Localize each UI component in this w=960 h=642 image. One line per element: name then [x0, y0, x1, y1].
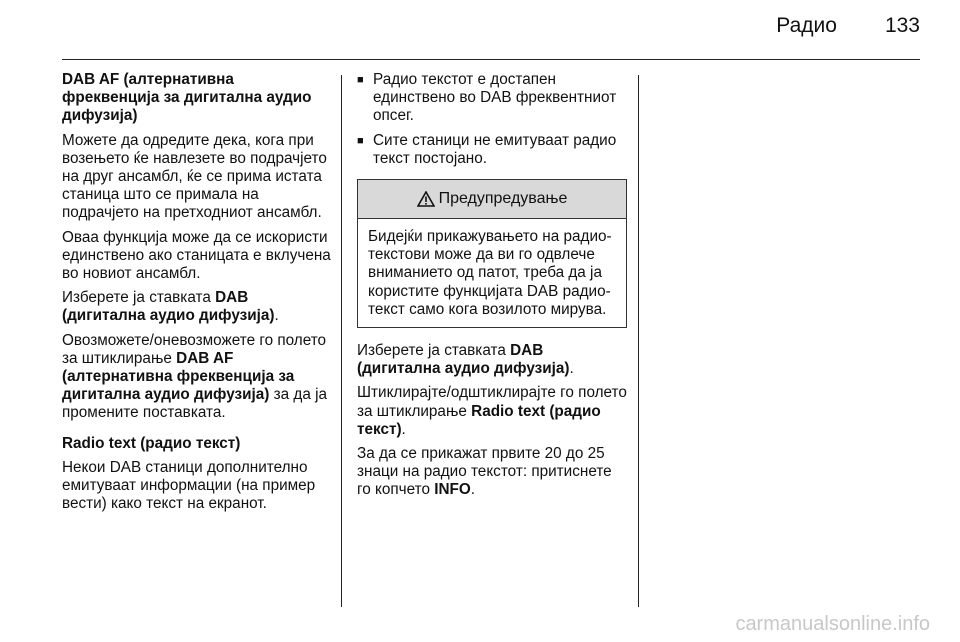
paragraph: Изберете ја ставката DAB (дигитална аудио дифузија). — [62, 289, 279, 325]
bullet-item: ■ Сите станици не емитуваат радио текст постојано. — [357, 132, 627, 168]
paragraph: Изберете ја ставката DAB (дигитална аудио дифузија). — [357, 342, 574, 378]
section-heading-dab-af: DAB AF (алтернативна фреквенција за дигитална аудио дифузија) — [62, 71, 312, 125]
warning-header — [358, 180, 626, 219]
page-title: Радио — [776, 14, 837, 37]
paragraph: Можете да одредите дека, кога при возењето ќе навлезете во подрачјето на друг ансамбл, ќе се прима истата станица што се примала на подрачјето на претходниот ансамбл. — [62, 131, 327, 222]
column-divider-left — [341, 75, 342, 607]
page-header — [776, 14, 920, 38]
warning-text: Бидејќи прикажувањето на радио-текстови може да ви го одвлече вниманието од патот, треба да ја користите функцијата DAB радио-текст само кога возилото мирува. — [368, 228, 612, 318]
page-number: 133 — [884, 14, 920, 37]
column-divider-right — [638, 75, 639, 607]
paragraph: Овозможете/оневозможете го полето за штиклирање DAB AF (алтернативна фреквенција за дигитална аудио дифузија) за да ја промените поставката. — [62, 331, 328, 422]
left-column — [62, 71, 334, 519]
warning-box — [357, 179, 627, 328]
paragraph: Оваа функција може да се искористи единствено ако станицата е вклучена во новиот ансамбл. — [62, 228, 331, 283]
paragraph: Штиклирајте/одштиклирајте го полето за штиклирање Radio text (радио текст). — [357, 384, 627, 438]
bullet-item: ■ Радио текстот е достапен единствено во DAB фреквентниот опсег. — [357, 71, 627, 126]
paragraph: Некои DAB станици дополнително емитуваат информации (на пример вести) како текст на екранот. — [62, 458, 316, 513]
paragraph: За да се прикажат првите 20 до 25 знаци на радио текстот: притиснете го копчето INFO. — [357, 445, 612, 499]
warning-title: Предупредување — [438, 189, 568, 207]
middle-column — [357, 71, 627, 506]
header-rule — [62, 59, 920, 60]
watermark: carmanualsonline.info — [735, 613, 930, 635]
section-heading-radio-text: Radio text (радио текст) — [62, 434, 241, 452]
warning-triangle-icon — [417, 191, 435, 207]
